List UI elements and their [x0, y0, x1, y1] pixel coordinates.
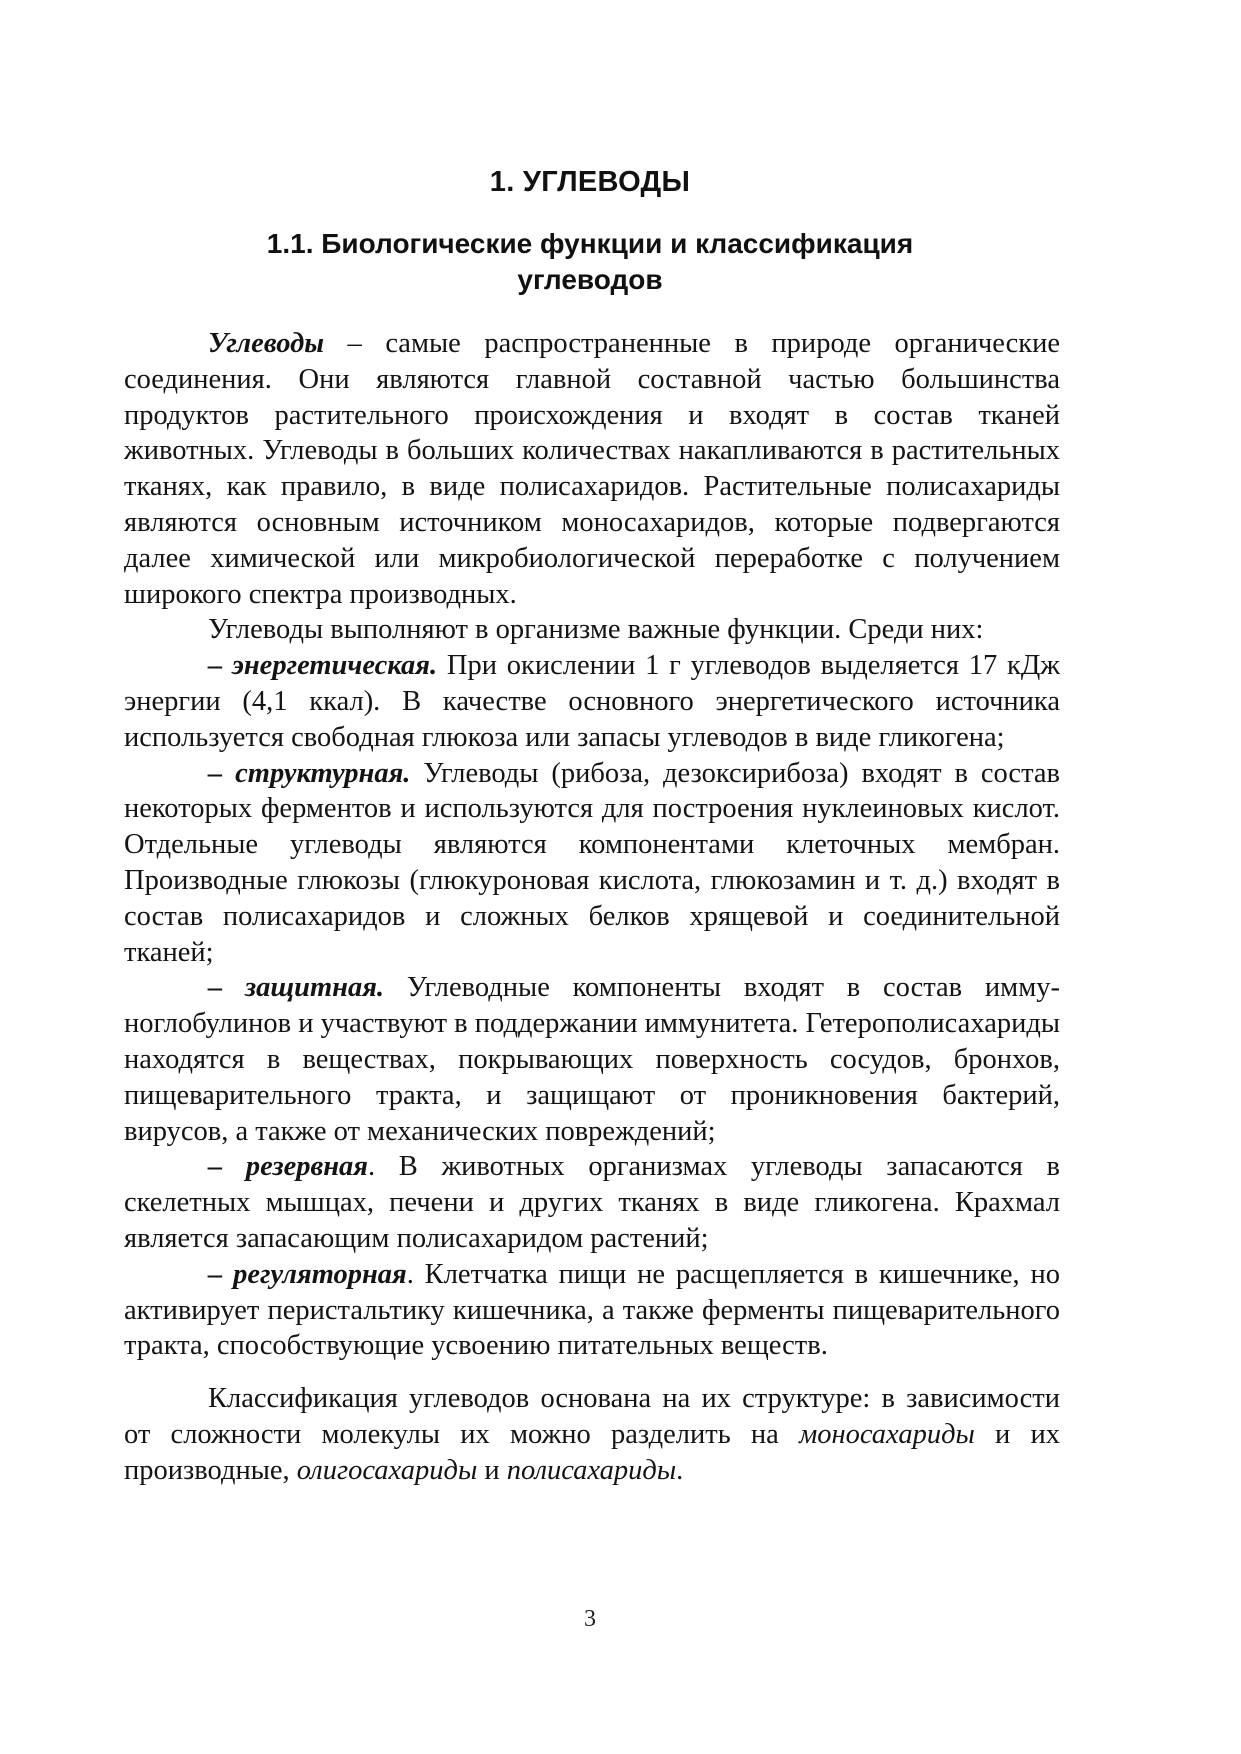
- section-title: [0, 226, 1180, 298]
- paragraph-regulatory-text: . Клетчатка пищи не расщепляется в кишечнике, но активирует перистальтику кишечника, а также ферменты пищеварительного тракта, способствующие усвоению питательных веществ.: [124, 1258, 1060, 1362]
- paragraph-intro: [124, 326, 1060, 612]
- paragraph-protective-text: Углеводные компоненты входят в состав иммуноглобулинов и участвуют в поддержании иммунитета. Гетерополисахариды находятся в веществах, покрывающих поверхность сосудов, бронхов, пищеварительного тракта, и защищают от проникновения бактерий, вирусов, а также от механических повреждений;: [124, 972, 1060, 1147]
- term-polysaccharides: полисахариды: [506, 1454, 677, 1486]
- paragraph-regulatory-function: [124, 1257, 1060, 1364]
- term-oligosaccharides: олигосахариды: [296, 1454, 478, 1486]
- term-energy: – энергетическая.: [208, 650, 438, 682]
- term-structural: – структурная.: [208, 757, 411, 789]
- page-number: 3: [584, 1606, 596, 1632]
- term-protective: – защитная.: [208, 972, 385, 1004]
- chapter-title: 1. УГЛЕВОДЫ: [489, 166, 691, 198]
- section-title-line-1: 1.1. Биологические функции и классификация: [266, 228, 914, 259]
- section-title-line-2: углеводов: [517, 264, 663, 295]
- paragraph-reserve-text: . В животных организмах углеводы запасаются в скелетных мышцах, печени и других тканях в виде гликогена. Крахмал является запасающим полисахаридом растений;: [124, 1151, 1061, 1254]
- paragraph-functions-intro: Углеводы выполняют в организме важные функции. Среди них:: [208, 614, 984, 646]
- paragraph-protective-function: [124, 970, 1060, 1149]
- body-text: [124, 326, 1060, 1489]
- paragraph-energy-text: При окислении 1 г углеводов выделяется 17 кДж энергии (4,1 ккал). В качестве основного энергетического источника используется свободная глюкоза или запасы углеводов в виде гликогена;: [124, 650, 1061, 753]
- paragraph-structural-function: [124, 756, 1060, 971]
- classification-text-2: и их производные,: [124, 1418, 1060, 1486]
- paragraph-classification: [124, 1381, 1060, 1488]
- paragraph-structural-text: Углеводы (рибоза, дезоксирибоза) входят в состав некоторых ферментов и используются для построения нуклеиновых кислот. Отдельные углеводы являются компонентами клеточных мембран. Производные глюкозы (глюкуроновая кислота, глюкозамин и т. д.) входят в состав полисахаридов и сложных белков хрящевой и соединительной тканей;: [124, 757, 1060, 968]
- paragraph-intro-text: – самые распространенные в природе органические соединения. Они являются главной составной частью большинства продуктов растительного происхождения и входят в состав тканей животных. Углеводы в больших количествах накапливаются в растительных тканях, как правило, в виде полисахаридов. Растительные полисахариды являются основным источником моносахаридов, которые подвергаются далее химической или микробиологической переработке с получением широкого спектра производных.: [124, 328, 1060, 610]
- paragraph-reserve-function: [124, 1149, 1060, 1256]
- term-monosaccharides: моносахариды: [799, 1418, 975, 1450]
- term-reserve: – резервная: [208, 1151, 368, 1183]
- classification-text-3: и: [477, 1454, 507, 1486]
- classification-text-4: .: [676, 1454, 684, 1486]
- classification-text-1: Классификация углеводов основана на их структуре: в зависимости от сложности молекулы их можно разделить на: [124, 1383, 1060, 1450]
- term-regulatory: – регуляторная: [208, 1258, 407, 1290]
- paragraph-energy-function: [124, 648, 1060, 755]
- term-carbohydrates: Углеводы: [208, 328, 324, 359]
